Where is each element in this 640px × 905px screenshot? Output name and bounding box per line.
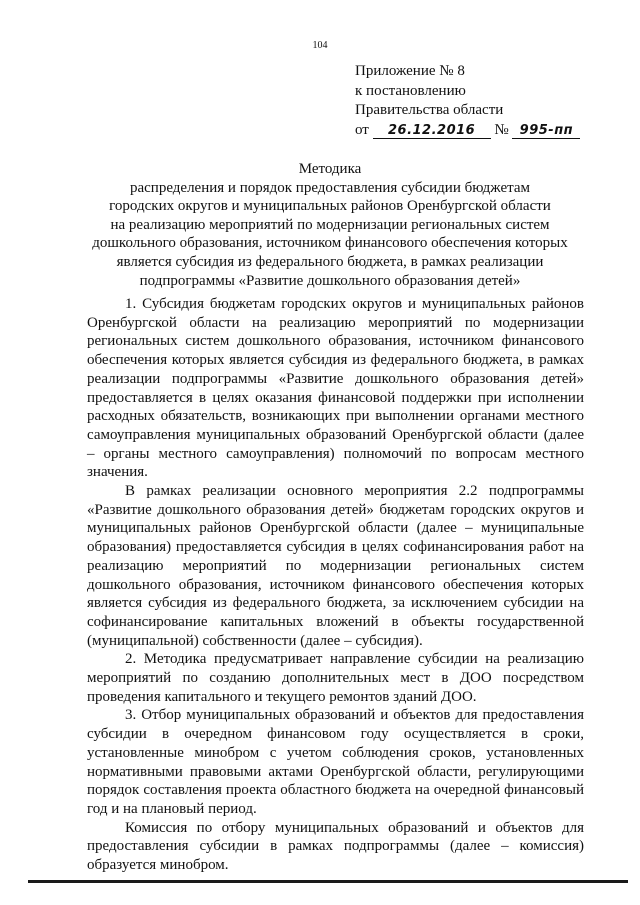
page-number: 104 xyxy=(312,40,328,51)
handwritten-date-field xyxy=(373,123,491,139)
appendix-line-government: Правительства области xyxy=(355,102,504,118)
appendix-line-resolution: к постановлению xyxy=(355,82,466,99)
title-line-6: подпрограммы «Развитие дошкольного образования детей» xyxy=(139,272,521,289)
handwritten-number: 995-пп xyxy=(519,122,574,138)
paragraph-1: 1. Субсидия бюджетам городских округов и муниципальных районов Оренбургской области на реализацию мероприятий по модернизации региональных систем дошкольного образования, источником финансового обеспечения которых является субсидия из федерального бюджета, в рамках реализации подпрограммы «Развитие дошкольного образования детей» предоставляется в целях оказания финансовой поддержки при исполнении расходных обязательств, возникающих при выполнении органами местного самоуправления муниципальных образований Оренбургской области (далее – органы местного самоуправления) полномочий по вопросам местного значения. xyxy=(87,296,584,481)
paragraph-4: 3. Отбор муниципальных образований и объектов для предоставления субсидии в очередном финансовом году осуществляется в сроки, установленные минобром с учетом соблюдения сроков, установленных нормативными правовыми актами Оренбургской области, регулирующими порядок составления проекта областного бюджета на очередной финансовый год и на плановый период. xyxy=(87,707,584,817)
title-line-4: дошкольного образования, источником финансового обеспечения которых xyxy=(92,235,568,252)
appendix-block xyxy=(355,62,580,140)
number-label: № xyxy=(494,121,509,138)
document-title xyxy=(70,160,590,290)
title-line-1: распределения и порядок предоставления субсидии бюджетам xyxy=(129,179,531,196)
paragraph-5: Комиссия по отбору муниципальных образований и объектов для предоставления субсидии в рамках подпрограммы (далее – комиссия) образуется минобром. xyxy=(87,819,584,874)
handwritten-date: 26.12.2016 xyxy=(387,122,476,138)
title-heading: Методика xyxy=(298,161,362,177)
paragraph-2: В рамках реализации основного мероприятия 2.2 подпрограммы «Развитие дошкольного образования детей» бюджетам городских округов и муниципальных районов Оренбургской области (далее – муниципальные образования) предоставляется субсидия в целях софинансирования работ на реализацию мероприятий по модернизации региональных систем дошкольного образования, источником финансового обеспечения которых является субсидия из федерального бюджета, за исключением субсидии на софинансирование капитальных вложений в объекты государственной (муниципальной) собственности (далее – субсидия). xyxy=(87,483,584,649)
page-bottom-border xyxy=(28,880,628,883)
title-line-2: городских округов и муниципальных районов Оренбургской области xyxy=(109,198,551,215)
paragraph-3: 2. Методика предусматривает направление субсидии на реализацию мероприятий по созданию дополнительных мест в ДОО посредством проведения капитального и текущего ремонтов зданий ДОО. xyxy=(87,651,584,705)
appendix-date-line xyxy=(355,121,580,141)
handwritten-number-field xyxy=(512,123,580,139)
title-line-3: на реализацию мероприятий по модернизации региональных систем xyxy=(110,216,550,233)
document-body xyxy=(87,295,584,875)
from-label: от xyxy=(355,121,369,138)
title-line-5: является субсидия из федерального бюджета, в рамках реализации xyxy=(116,253,544,270)
appendix-title: Приложение № 8 xyxy=(355,63,465,79)
